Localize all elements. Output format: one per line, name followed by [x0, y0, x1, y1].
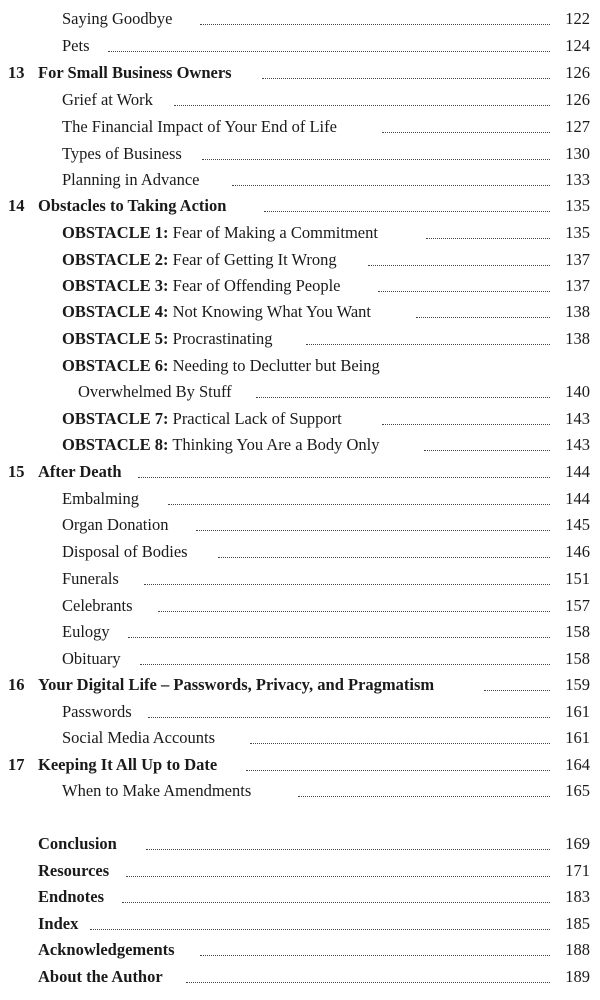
dot-leader [90, 929, 550, 930]
toc-entry[interactable] [0, 646, 600, 672]
entry-page: 126 [565, 90, 590, 109]
dot-leader [368, 265, 550, 266]
entry-page: 127 [565, 117, 590, 136]
dot-leader [122, 902, 550, 903]
dot-leader [298, 796, 550, 797]
obstacle-label: OBSTACLE 4: [62, 302, 169, 321]
entry-title: Resources [38, 861, 110, 880]
entry-title: Thinking You Are a Body Only [172, 435, 380, 454]
dot-leader [264, 211, 550, 212]
toc-entry[interactable] [0, 486, 600, 512]
dot-leader [140, 664, 550, 665]
entry-page: 165 [565, 781, 590, 800]
dot-leader [148, 717, 550, 718]
toc-obstacle-entry[interactable] [0, 273, 600, 299]
entry-page: 122 [565, 9, 590, 28]
toc-entry[interactable] [0, 141, 600, 167]
entry-title: Social Media Accounts [62, 728, 216, 747]
dot-leader [196, 530, 550, 531]
dot-leader [158, 611, 550, 612]
toc-entry[interactable] [0, 167, 600, 193]
entry-page: 161 [565, 728, 590, 747]
toc-entry[interactable] [0, 619, 600, 645]
chapter-title: After Death [38, 462, 122, 481]
entry-page: 124 [565, 36, 590, 55]
entry-page: 171 [565, 861, 590, 880]
chapter-title: Your Digital Life – Passwords, Privacy, and Pragmatism [38, 675, 435, 694]
dot-leader [250, 743, 550, 744]
toc-entry-continuation[interactable] [0, 379, 600, 405]
entry-title: Endnotes [38, 887, 105, 906]
entry-page: 137 [565, 250, 590, 269]
entry-title: Embalming [62, 489, 139, 508]
obstacle-label: OBSTACLE 6: [62, 356, 169, 375]
entry-page: 140 [565, 382, 590, 401]
chapter-title: Obstacles to Taking Action [38, 196, 227, 215]
dot-leader [146, 849, 550, 850]
toc-obstacle-entry[interactable] [0, 326, 600, 352]
dot-leader [138, 477, 550, 478]
entry-title: Passwords [62, 702, 132, 721]
entry-title: Celebrants [62, 596, 133, 615]
entry-page: 169 [565, 834, 590, 853]
dot-leader [306, 344, 550, 345]
entry-title: Needing to Declutter but Being [172, 356, 380, 375]
toc-obstacle-entry[interactable] [0, 353, 600, 379]
entry-page: 185 [565, 914, 590, 933]
entry-page: 183 [565, 887, 590, 906]
entry-title: About the Author [38, 967, 163, 986]
toc-chapter-entry[interactable] [0, 752, 600, 778]
dot-leader [200, 955, 550, 956]
obstacle-label: OBSTACLE 1: [62, 223, 169, 242]
dot-leader [424, 450, 550, 451]
toc-backmatter-entry[interactable] [0, 937, 600, 963]
entry-title: Index [38, 914, 79, 933]
entry-page: 146 [565, 542, 590, 561]
entry-page: 143 [565, 435, 590, 454]
entry-page: 138 [565, 329, 590, 348]
obstacle-label: OBSTACLE 3: [62, 276, 169, 295]
entry-page: 126 [565, 63, 590, 82]
entry-title: Eulogy [62, 622, 110, 641]
chapter-number: 17 [8, 755, 25, 774]
toc-obstacle-entry[interactable] [0, 247, 600, 273]
entry-page: 188 [565, 940, 590, 959]
entry-title: The Financial Impact of Your End of Life [62, 117, 337, 136]
toc-obstacle-entry[interactable] [0, 220, 600, 246]
dot-leader [484, 690, 550, 691]
entry-page: 145 [565, 515, 590, 534]
entry-title: Funerals [62, 569, 119, 588]
toc-obstacle-entry[interactable] [0, 406, 600, 432]
dot-leader [168, 504, 550, 505]
dot-leader [144, 584, 550, 585]
dot-leader [202, 159, 550, 160]
toc-entry[interactable] [0, 778, 600, 804]
entry-title: Fear of Getting It Wrong [172, 250, 337, 269]
toc-entry[interactable] [0, 33, 600, 59]
entry-title: Types of Business [62, 144, 182, 163]
entry-page: 164 [565, 755, 590, 774]
obstacle-label: OBSTACLE 5: [62, 329, 169, 348]
entry-page: 144 [565, 489, 590, 508]
entry-title: Pets [62, 36, 90, 55]
dot-leader [186, 982, 550, 983]
toc-entry[interactable] [0, 593, 600, 619]
toc-obstacle-entry[interactable] [0, 432, 600, 458]
toc-entry[interactable] [0, 725, 600, 751]
toc-backmatter-entry[interactable] [0, 911, 600, 937]
entry-page: 135 [565, 196, 590, 215]
toc-chapter-entry[interactable] [0, 672, 600, 698]
entry-title: Planning in Advance [62, 170, 200, 189]
dot-leader [416, 317, 550, 318]
dot-leader [126, 876, 550, 877]
dot-leader [246, 770, 550, 771]
toc-chapter-entry[interactable] [0, 193, 600, 219]
toc-backmatter-entry[interactable] [0, 884, 600, 910]
entry-page: 137 [565, 276, 590, 295]
entry-title: Not Knowing What You Want [172, 302, 372, 321]
toc-entry[interactable] [0, 539, 600, 565]
dot-leader [378, 291, 550, 292]
entry-title: Acknowledgements [38, 940, 175, 959]
entry-page: 158 [565, 649, 590, 668]
chapter-number: 13 [8, 63, 25, 82]
chapter-title: Keeping It All Up to Date [38, 755, 218, 774]
toc-entry[interactable] [0, 699, 600, 725]
entry-title: Practical Lack of Support [172, 409, 342, 428]
entry-page: 144 [565, 462, 590, 481]
dot-leader [108, 51, 550, 52]
entry-page: 159 [565, 675, 590, 694]
entry-page: 133 [565, 170, 590, 189]
toc-entry[interactable] [0, 114, 600, 140]
toc-entry[interactable] [0, 87, 600, 113]
dot-leader [218, 557, 550, 558]
entry-page: 158 [565, 622, 590, 641]
entry-page: 189 [565, 967, 590, 986]
chapter-title: For Small Business Owners [38, 63, 232, 82]
dot-leader [174, 105, 550, 106]
entry-title: Fear of Offending People [172, 276, 341, 295]
chapter-number: 16 [8, 675, 25, 694]
toc-chapter-entry[interactable] [0, 459, 600, 485]
toc-backmatter-entry[interactable] [0, 858, 600, 884]
chapter-number: 14 [8, 196, 25, 215]
entry-page: 138 [565, 302, 590, 321]
entry-page: 135 [565, 223, 590, 242]
toc-backmatter-entry[interactable] [0, 831, 600, 857]
entry-title: Conclusion [38, 834, 117, 853]
entry-title: Disposal of Bodies [62, 542, 188, 561]
dot-leader [426, 238, 550, 239]
dot-leader [256, 397, 550, 398]
dot-leader [382, 424, 550, 425]
entry-title: When to Make Amendments [62, 781, 252, 800]
dot-leader [200, 24, 550, 25]
entry-title: Procrastinating [172, 329, 273, 348]
obstacle-label: OBSTACLE 2: [62, 250, 169, 269]
entry-title: Saying Goodbye [62, 9, 173, 28]
dot-leader [128, 637, 550, 638]
obstacle-label: OBSTACLE 7: [62, 409, 169, 428]
toc-entry[interactable] [0, 6, 600, 32]
entry-page: 157 [565, 596, 590, 615]
entry-page: 143 [565, 409, 590, 428]
entry-title: Organ Donation [62, 515, 169, 534]
toc-backmatter-entry[interactable] [0, 964, 600, 990]
dot-leader [382, 132, 550, 133]
entry-page: 161 [565, 702, 590, 721]
dot-leader [232, 185, 550, 186]
entry-title: Overwhelmed By Stuff [78, 382, 232, 401]
toc-obstacle-entry[interactable] [0, 299, 600, 325]
dot-leader [262, 78, 550, 79]
toc-entry[interactable] [0, 566, 600, 592]
entry-title: Obituary [62, 649, 121, 668]
entry-title: Grief at Work [62, 90, 153, 109]
toc-entry[interactable] [0, 512, 600, 538]
toc-chapter-entry[interactable] [0, 60, 600, 86]
entry-page: 151 [565, 569, 590, 588]
obstacle-label: OBSTACLE 8: [62, 435, 169, 454]
chapter-number: 15 [8, 462, 25, 481]
entry-page: 130 [565, 144, 590, 163]
entry-title: Fear of Making a Commitment [172, 223, 378, 242]
